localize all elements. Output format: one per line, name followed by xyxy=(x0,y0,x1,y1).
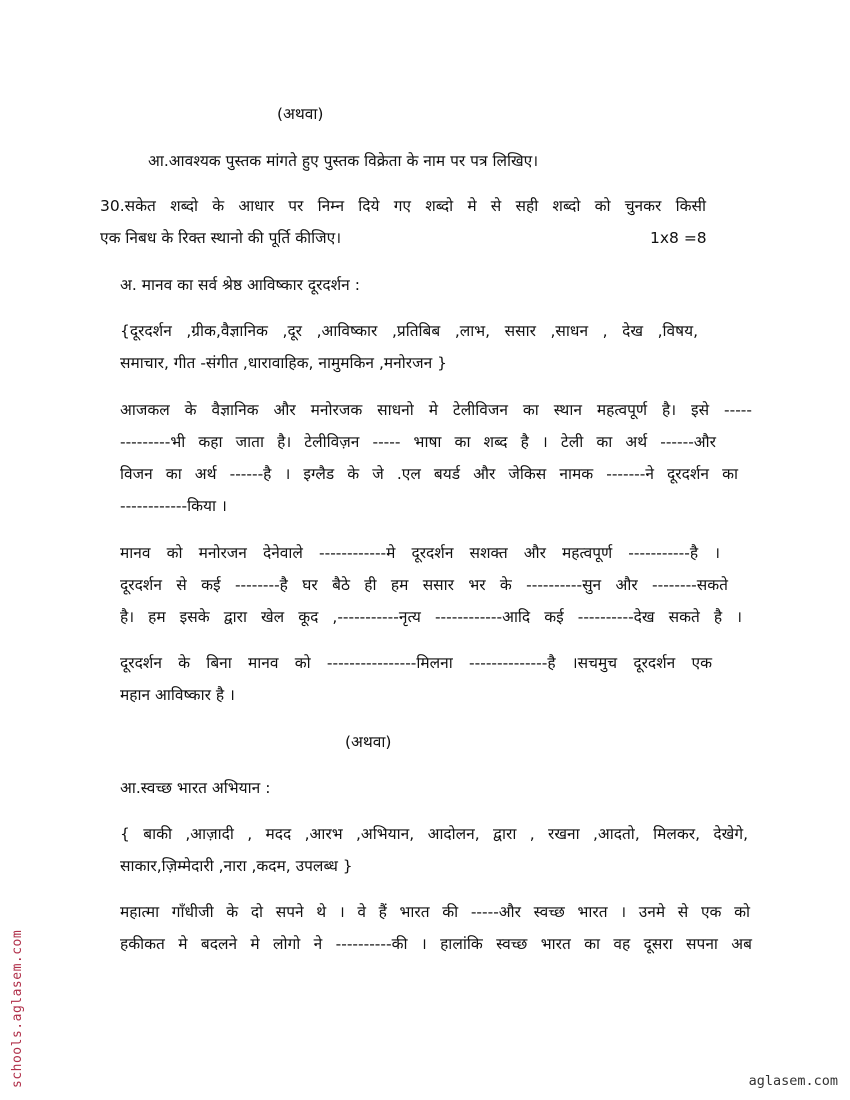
or-heading-2: (अथवा) xyxy=(345,733,392,751)
marks-label: 1x8 =8 xyxy=(650,229,707,247)
para-2-line-3: है। हम इसके द्वारा खेल कूद ,-----------नृत्य ------------आदि कई ----------देख सकते है । xyxy=(120,608,742,626)
para-2-line-1: मानव को मनोरजन देनेवाले ------------मे दूरदर्शन सशक्त और महत्वपूर्ण -----------है । xyxy=(120,544,720,562)
para-1-line-3: विजन का अर्थ ------है । इग्लैड के जे .एल बयर्ड और जेकिस नामक -------ने दूरदर्शन का xyxy=(120,465,738,483)
word-bank-a-line-1: {दूरदर्शन ,ग्रीक,वैज्ञानिक ,दूर ,आविष्कार ,प्रतिबिब ,लाभ, ससार ,साधन , देख ,विषय, xyxy=(120,322,698,340)
footer-watermark: aglasem.com xyxy=(748,1073,838,1089)
word-bank-a-line-2: समाचार, गीत -संगीत ,धारावाहिक, नामुमकिन ,मनोरजन } xyxy=(120,354,448,372)
word-bank-b-line-1: { बाकी ,आज़ादी , मदद ,आरभ ,अभियान, आदोलन, द्वारा , रखना ,आदतो, मिलकर, देखेगे, xyxy=(120,825,748,843)
or-heading-1: (अथवा) xyxy=(277,105,324,123)
essay-b-title: आ.स्वच्छ भारत अभियान : xyxy=(120,779,271,797)
para-3-line-2: महान आविष्कार है । xyxy=(120,686,235,704)
para-1-line-2: ---------भी कहा जाता है। टेलीविज़न ----- भाषा का शब्द है । टेली का अर्थ ------और xyxy=(120,433,716,451)
word-bank-b-line-2: साकार,ज़िम्मेदारी ,नारा ,कदम, उपलब्ध } xyxy=(120,857,353,875)
question-30-line-1: 30.सकेत शब्दो के आधार पर निम्न दिये गए शब्दो मे से सही शब्दो को चुनकर किसी xyxy=(100,197,706,215)
para-3-line-1: दूरदर्शन के बिना मानव को ----------------मिलना --------------है ।सचमुच दूरदर्शन एक xyxy=(120,654,712,672)
question-29b: आ.आवश्यक पुस्तक मांगते हुए पुस्तक विक्रेता के नाम पर पत्र लिखिए। xyxy=(148,152,539,170)
para-2-line-2: दूरदर्शन से कई --------है घर बैठे ही हम ससार भर के ----------सुन और --------सकते xyxy=(120,576,728,594)
side-watermark: schools.aglasem.com xyxy=(10,929,25,1088)
para-1-line-4: ------------किया । xyxy=(120,497,227,515)
question-30-line-2: एक निबध के रिक्त स्थानो की पूर्ति कीजिए। xyxy=(100,229,342,247)
para-4-line-1: महात्मा गाँधीजी के दो सपने थे । वे हैं भारत की -----और स्वच्छ भारत । उनमे से एक को xyxy=(120,903,750,921)
para-1-line-1: आजकल के वैज्ञानिक और मनोरजक साधनो मे टेलीविजन का स्थान महत्वपूर्ण है। इसे ----- xyxy=(120,401,752,419)
para-4-line-2: हकीकत मे बदलने मे लोगो ने ----------की । हालांकि स्वच्छ भारत का वह दूसरा सपना अब xyxy=(120,935,752,953)
essay-a-title: अ. मानव का सर्व श्रेष्ठ आविष्कार दूरदर्शन : xyxy=(120,276,360,294)
